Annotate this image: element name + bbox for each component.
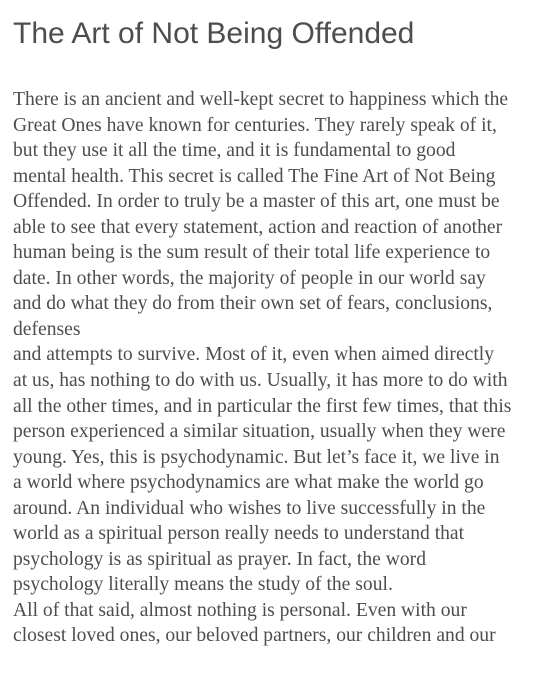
body-line: psychology is as spiritual as prayer. In fact, the word xyxy=(13,548,426,570)
body-line: and do what they do from their own set of fears, conclusions, xyxy=(13,293,493,315)
body-line: There is an ancient and well-kept secret to happiness which the xyxy=(13,89,509,110)
body-line: young. Yes, this is psychodynamic. But let’s face it, we live in xyxy=(13,446,500,468)
article-body xyxy=(13,87,553,649)
body-line: person experienced a similar situation, usually when they were xyxy=(13,421,506,443)
body-line: a world where psychodynamics are what make the world go xyxy=(13,472,484,494)
body-line: and attempts to survive. Most of it, even when aimed directly xyxy=(13,344,495,366)
body-line: closest loved ones, our beloved partners, our children and our xyxy=(13,625,496,647)
body-line: date. In other words, the majority of people in our world say xyxy=(13,267,486,289)
body-line: Great Ones have known for centuries. They rarely speak of it, xyxy=(13,114,497,136)
body-line: defenses xyxy=(13,318,81,340)
article-title: The Art of Not Being Offended xyxy=(13,17,415,50)
body-line: world as a spiritual person really needs to understand that xyxy=(13,523,465,545)
body-line: but they use it all the time, and it is fundamental to good xyxy=(13,140,456,162)
body-line: Offended. In order to truly be a master of this art, one must be xyxy=(13,191,500,213)
body-line: around. An individual who wishes to live successfully in the xyxy=(13,497,486,519)
body-line: all the other times, and in particular the first few times, that this xyxy=(13,395,512,417)
body-line: All of that said, almost nothing is personal. Even with our xyxy=(13,599,467,621)
body-line: able to see that every statement, action and reaction of another xyxy=(13,216,503,238)
body-line: human being is the sum result of their total life experience to xyxy=(13,242,491,264)
body-line: mental health. This secret is called The Fine Art of Not Being xyxy=(13,165,496,187)
body-line: at us, has nothing to do with us. Usually, it has more to do with xyxy=(13,370,508,392)
body-line: psychology literally means the study of the soul. xyxy=(13,574,393,596)
